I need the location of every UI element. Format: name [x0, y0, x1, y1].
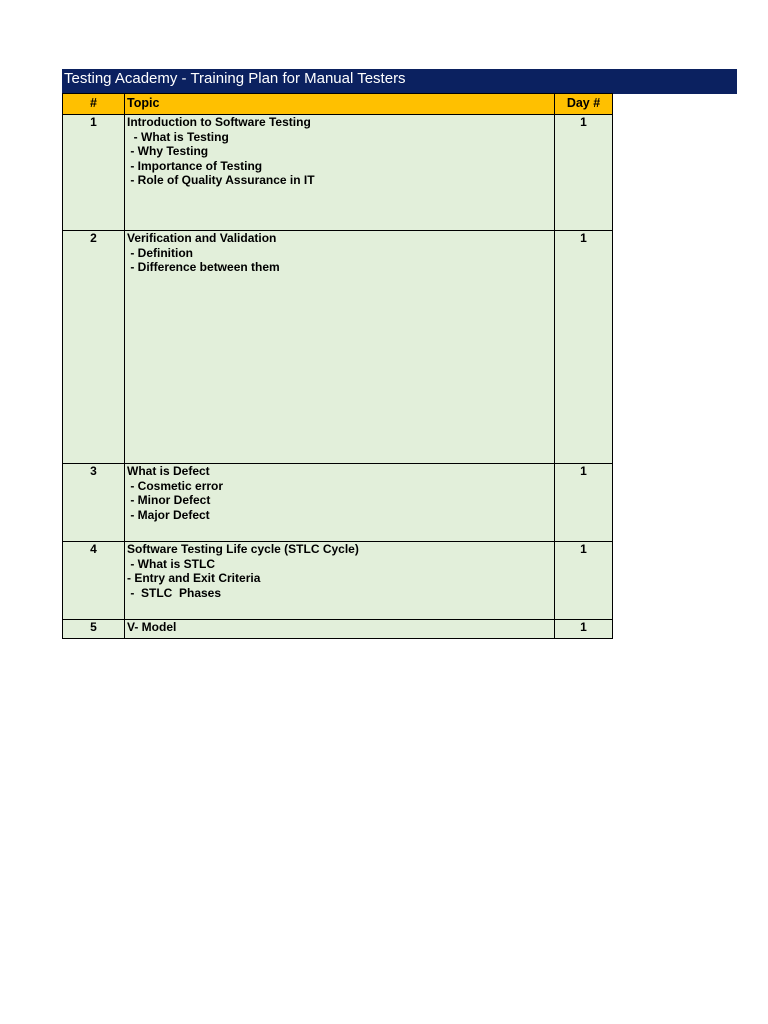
- row-day-cell[interactable]: 1: [555, 231, 613, 464]
- subtopic: - Major Defect: [127, 507, 210, 522]
- row-topic-cell[interactable]: [125, 542, 555, 620]
- topic-title: Introduction to Software Testing: [127, 115, 311, 129]
- subtopic: - Entry and Exit Criteria: [127, 571, 261, 585]
- header-number[interactable]: #: [63, 94, 125, 115]
- sheet-title: Testing Academy - Training Plan for Manual Testers: [62, 69, 737, 94]
- table-row: [63, 464, 613, 542]
- row-topic-cell[interactable]: [125, 620, 555, 639]
- table-row: [63, 542, 613, 620]
- row-number-cell[interactable]: 4: [63, 542, 125, 620]
- subtopic: - Role of Quality Assurance in IT: [127, 173, 315, 187]
- row-day-cell[interactable]: 1: [555, 115, 613, 231]
- training-plan-table: [62, 93, 613, 639]
- row-topic-cell[interactable]: [125, 115, 555, 231]
- table-header-row: [63, 94, 613, 115]
- row-number-cell[interactable]: 3: [63, 464, 125, 542]
- table-row: [63, 620, 613, 639]
- subtopic: - Difference between them: [127, 260, 280, 274]
- topic-title: What is Defect: [127, 464, 210, 478]
- header-topic[interactable]: Topic: [125, 94, 555, 115]
- row-number-cell[interactable]: 5: [63, 620, 125, 639]
- table-row: [63, 231, 613, 464]
- subtopic: - Cosmetic error: [127, 478, 224, 493]
- subtopic: - Minor Defect: [127, 493, 211, 507]
- row-day-cell[interactable]: 1: [555, 542, 613, 620]
- subtopic: - Why Testing: [127, 144, 209, 158]
- row-topic-cell[interactable]: [125, 464, 555, 542]
- header-day[interactable]: Day #: [555, 94, 613, 115]
- row-day-cell[interactable]: 1: [555, 464, 613, 542]
- topic-title: V- Model: [127, 620, 177, 634]
- subtopic: - STLC Phases: [127, 585, 222, 600]
- table-row: [63, 115, 613, 231]
- subtopic: - What is Testing: [127, 129, 229, 144]
- row-day-cell[interactable]: 1: [555, 620, 613, 639]
- row-number-cell[interactable]: 2: [63, 231, 125, 464]
- topic-title: Verification and Validation: [127, 231, 277, 245]
- row-topic-cell[interactable]: [125, 231, 555, 464]
- topic-title: Software Testing Life cycle (STLC Cycle): [127, 542, 359, 556]
- subtopic: - Definition: [127, 245, 193, 260]
- subtopic: - Importance of Testing: [127, 158, 263, 173]
- subtopic: - What is STLC: [127, 556, 215, 571]
- row-number-cell[interactable]: 1: [63, 115, 125, 231]
